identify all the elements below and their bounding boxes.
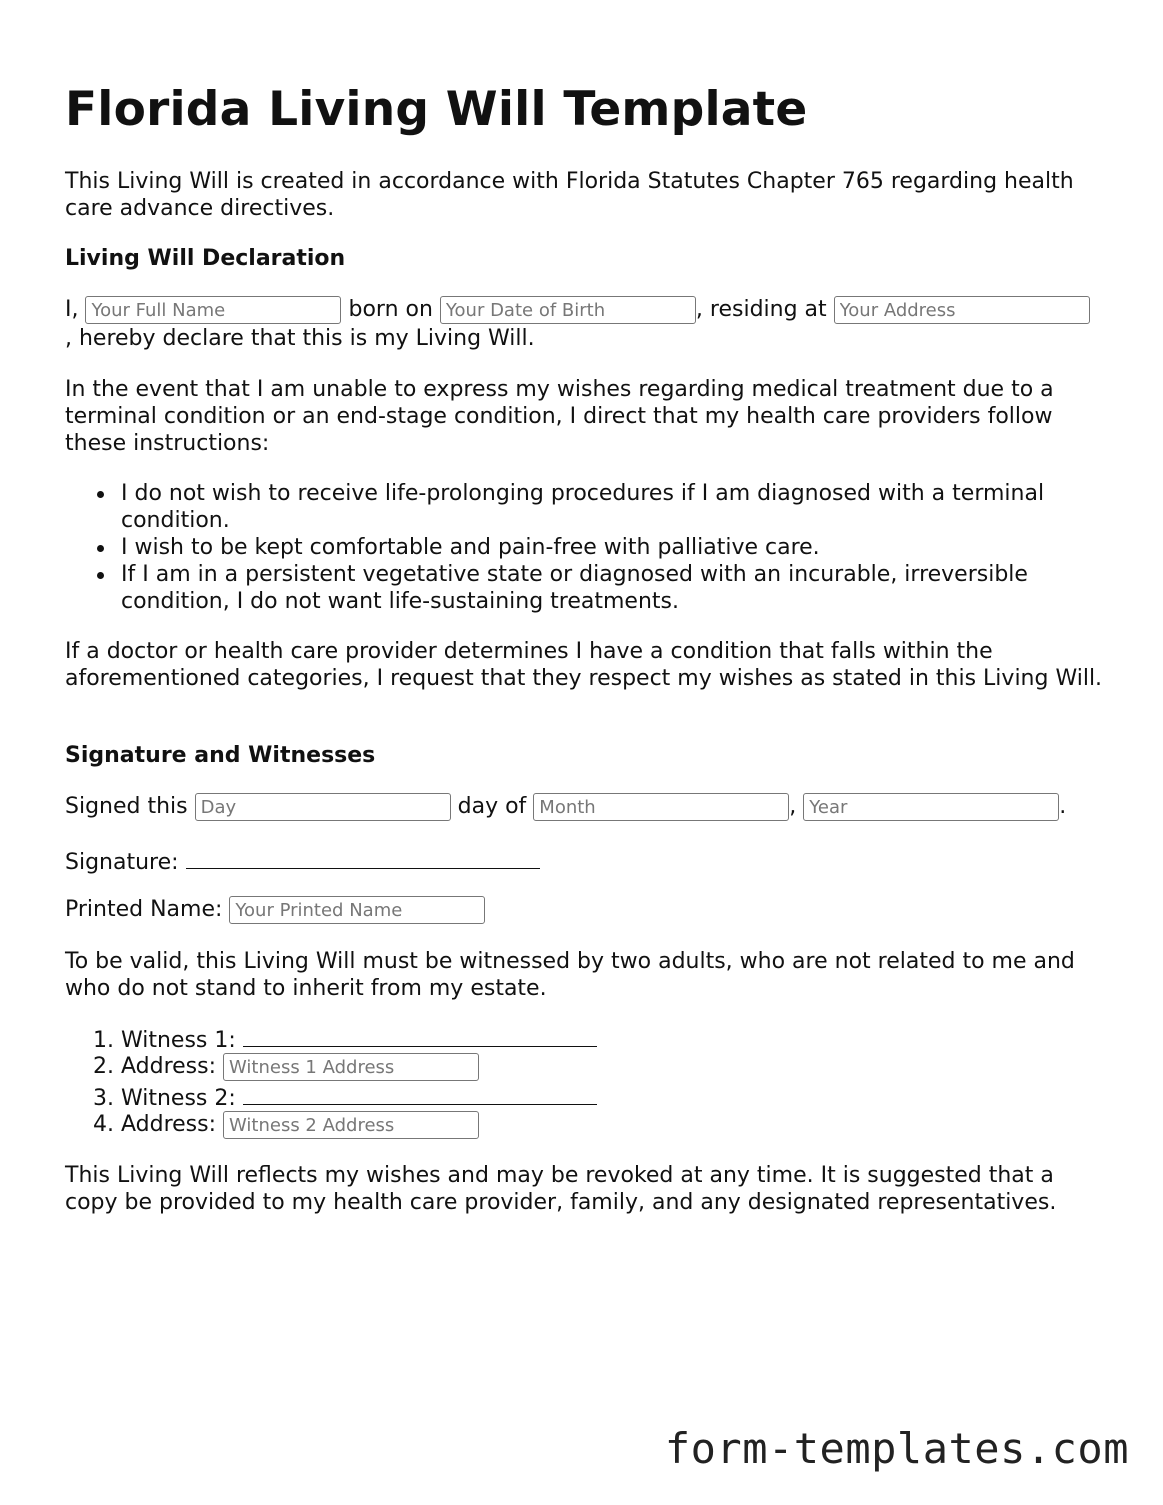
declaration-heading: Living Will Declaration xyxy=(65,246,346,271)
declaration-statement xyxy=(65,296,1105,352)
date-of-birth-input[interactable] xyxy=(440,296,696,324)
address-input[interactable] xyxy=(834,296,1090,324)
witness-1-signature-blank[interactable] xyxy=(243,1024,597,1047)
witness-2-signature-blank[interactable] xyxy=(243,1082,597,1105)
day-input[interactable] xyxy=(195,793,451,821)
period-text: . xyxy=(1059,794,1067,819)
full-name-input[interactable] xyxy=(85,296,341,324)
instructions-intro: In the event that I am unable to express my wishes regarding medical treatment due to a terminal condition or an end-stage condition, I direct that my health care providers follow these instructions: xyxy=(65,377,1054,456)
printed-name-input[interactable] xyxy=(229,896,485,924)
declaration-suffix: , hereby declare that this is my Living Will. xyxy=(65,326,535,351)
list-item xyxy=(65,1024,1105,1053)
residing-at-label: , residing at xyxy=(695,297,827,322)
signature-label: Signature: xyxy=(65,850,179,875)
page-title: Florida Living Will Template xyxy=(65,82,808,137)
witness-note: To be valid, this Living Will must be witnessed by two adults, who are not related to me and who do not stand to inherit from my estate. xyxy=(65,949,1075,1001)
witness-list xyxy=(65,1024,1105,1140)
list-item: If I am in a persistent vegetative state or diagnosed with an incurable, irreversible condition, I do not want life-sustaining treatments. xyxy=(65,561,1105,615)
list-item xyxy=(65,1053,1105,1082)
brand-watermark: form-templates.com xyxy=(664,1424,1129,1473)
signature-blank[interactable] xyxy=(186,846,540,869)
list-item: I do not wish to receive life-prolonging procedures if I am diagnosed with a terminal condition. xyxy=(65,480,1105,534)
signed-this-label: Signed this xyxy=(65,794,188,819)
request-paragraph: If a doctor or health care provider determines I have a condition that falls within the aforementioned categories, I request that they respect my wishes as stated in this Living Will. xyxy=(65,639,1103,691)
witness-2-label: 3. Witness 2: xyxy=(93,1086,236,1111)
address-1-label: 2. Address: xyxy=(93,1054,217,1079)
witness-2-address-input[interactable] xyxy=(223,1111,479,1139)
signed-date-line xyxy=(65,793,1105,821)
comma-text: , xyxy=(789,794,797,819)
intro-paragraph: This Living Will is created in accordance with Florida Statutes Chapter 765 regarding health care advance directives. xyxy=(65,169,1074,221)
witness-1-label: 1. Witness 1: xyxy=(93,1028,236,1053)
born-on-label: born on xyxy=(348,297,433,322)
printed-name-label: Printed Name: xyxy=(65,897,223,922)
month-input[interactable] xyxy=(533,793,789,821)
declaration-prefix: I, xyxy=(65,297,79,322)
list-item xyxy=(65,1111,1105,1140)
witness-1-address-input[interactable] xyxy=(223,1053,479,1081)
day-of-label: day of xyxy=(457,794,527,819)
signature-heading: Signature and Witnesses xyxy=(65,743,376,768)
signature-line xyxy=(65,846,1105,876)
year-input[interactable] xyxy=(803,793,1059,821)
list-item: I wish to be kept comfortable and pain-free with palliative care. xyxy=(65,534,1105,561)
address-2-label: 4. Address: xyxy=(93,1112,217,1137)
closing-paragraph: This Living Will reflects my wishes and may be revoked at any time. It is suggested that a copy be provided to my health care provider, family, and any designated representatives. xyxy=(65,1163,1057,1215)
list-item xyxy=(65,1082,1105,1111)
instructions-list xyxy=(65,480,1105,615)
printed-name-line xyxy=(65,896,1105,924)
